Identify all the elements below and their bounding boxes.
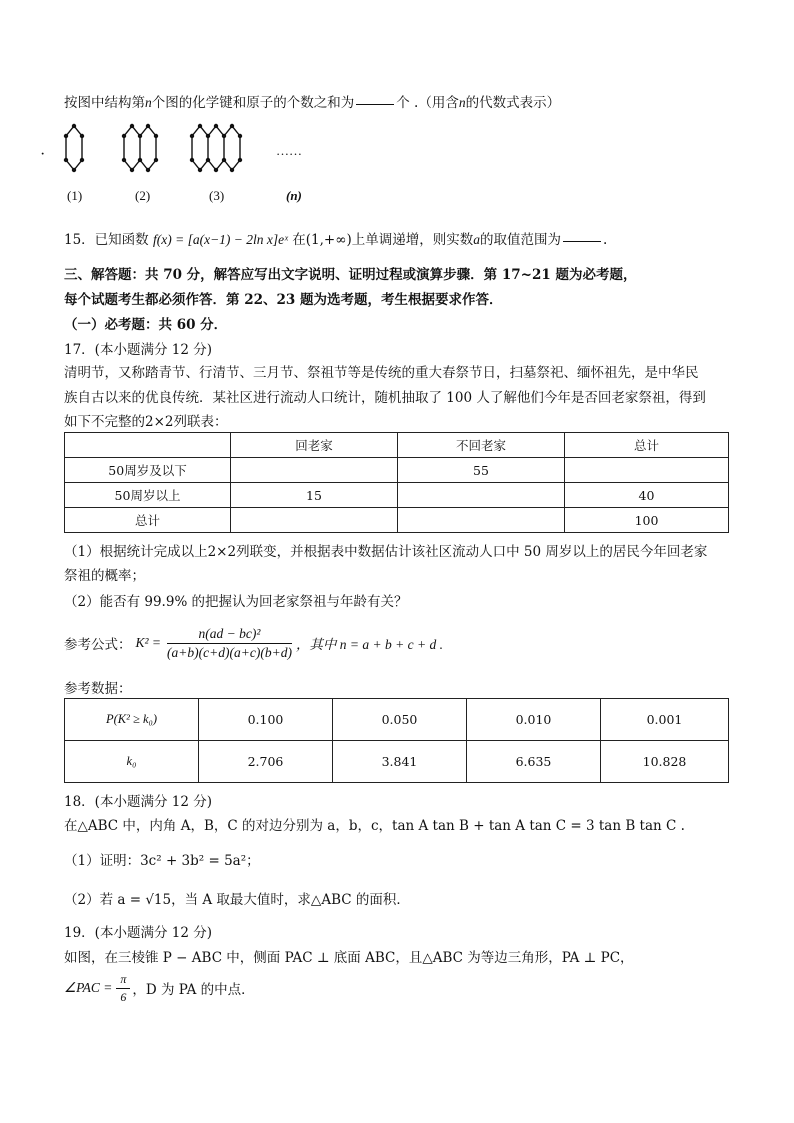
- fig-label-n: (n): [286, 188, 302, 203]
- q18-header: 18．(本小题满分 12 分): [64, 794, 212, 810]
- table-cell: 0.010: [467, 699, 601, 741]
- fig-separator-dot: ·: [40, 146, 46, 163]
- q17-sub2: （2）能否有 99.9% 的把握认为回老家祭祖与年龄有关？: [64, 594, 408, 610]
- contingency-table-header-row: [65, 433, 729, 458]
- formula-tail: ，其中 n = a + b + c + d .: [295, 637, 443, 652]
- q15-prefix: 15．已知函数: [64, 232, 149, 248]
- section3-line1: 三、解答题：共 70 分，解答应写出文字说明、证明过程或演算步骤．第 17~21 题为必考题，: [64, 267, 637, 283]
- section3-line3: （一）必考题：共 60 分．: [64, 317, 228, 333]
- table-cell: 40: [565, 483, 729, 508]
- reference-data-table: [64, 698, 729, 783]
- hexagon-chain-3: [192, 126, 240, 170]
- q15-var: a: [473, 232, 480, 247]
- table-row: [65, 741, 729, 783]
- angle-fraction: [116, 972, 130, 1005]
- formula-numerator: n(ad − bc)²: [167, 626, 292, 644]
- q14-text: [64, 91, 560, 111]
- q17-sub1a: （1）根据统计完成以上2×2列联变，并根据表中数据估计该社区流动人口中 50 周岁以上的居民今年回老家: [64, 544, 708, 560]
- table-cell: 50周岁以上: [65, 483, 231, 508]
- table-cell: 55: [398, 458, 565, 483]
- q15-answer-blank: [563, 240, 601, 242]
- formula-lhs: K² =: [135, 635, 162, 650]
- table-cell: 总计: [65, 508, 231, 533]
- q15-text: [64, 228, 607, 248]
- q15-middle: 在(1,+∞)上单调递增，则实数: [292, 232, 474, 248]
- table-cell: 50周岁及以下: [65, 458, 231, 483]
- fig-label-2: (2): [135, 188, 151, 203]
- table-cell: 15: [231, 483, 398, 508]
- table-cell: 10.828: [601, 741, 729, 783]
- fig-label-1: (1): [67, 188, 83, 203]
- q15-formula: f(x) = [a(x−1) − 2ln x]eˣ: [152, 232, 288, 247]
- table-row-head: k₀: [65, 741, 199, 783]
- table-row-head: P(K² ≥ k₀): [65, 699, 199, 741]
- q17-sub1b: 祭祖的概率；: [64, 568, 145, 584]
- q15-end: .: [603, 232, 608, 248]
- contingency-table: [64, 432, 729, 533]
- reference-formula: [64, 620, 443, 666]
- q19-para1: 如图，在三棱锥 P − ABC 中，侧面 PAC ⊥ 底面 ABC，且△ABC 为等边三角形，PA ⊥ PC，: [64, 950, 634, 966]
- table-cell: 3.841: [333, 741, 467, 783]
- table-cell: [398, 508, 565, 533]
- table-cell: [565, 458, 729, 483]
- q14-text-before: 按图中结构第: [64, 95, 145, 111]
- q14-text-tail: 的代数式表示）: [465, 95, 561, 111]
- hexagon-chain-2: [124, 126, 156, 170]
- table-cell: 100: [565, 508, 729, 533]
- formula-fraction: [167, 626, 292, 661]
- table-row: [65, 508, 729, 533]
- q14-text-middle: 个图的化学键和原子的个数之和为: [151, 95, 355, 111]
- hexagon-chain-1: [66, 126, 82, 170]
- q14-text-after: 个 .（用含: [396, 95, 459, 111]
- table-row: [65, 699, 729, 741]
- q17-header: 17．(本小题满分 12 分): [64, 342, 212, 358]
- table-cell: 0.001: [601, 699, 729, 741]
- q14-var-n: n: [145, 95, 152, 110]
- q14-var-n2: n: [458, 95, 466, 110]
- table-header-cell: [65, 433, 231, 458]
- table-cell: 6.635: [467, 741, 601, 783]
- angle-denominator: 6: [120, 989, 127, 1004]
- fig-ellipsis: ……: [276, 143, 302, 158]
- section3-line2: 每个试题考生都必须作答．第 22、23 题为选考题，考生根据要求作答．: [64, 292, 503, 308]
- q15-suffix: 的取值范围为: [480, 232, 561, 248]
- table-cell: [231, 458, 398, 483]
- table-cell: [398, 483, 565, 508]
- reference-data-label: 参考数据：: [64, 681, 132, 697]
- table-header-cell: 不回老家: [398, 433, 565, 458]
- q18-sub2: （2）若 a = √15，当 A 取最大值时，求△ABC 的面积．: [64, 892, 410, 908]
- fig-label-3: (3): [209, 188, 225, 203]
- formula-label: 参考公式：: [64, 637, 132, 653]
- table-row: [65, 483, 729, 508]
- angle-lhs: ∠PAC =: [64, 980, 113, 995]
- table-cell: 0.050: [333, 699, 467, 741]
- table-cell: [231, 508, 398, 533]
- angle-numerator: π: [116, 972, 130, 989]
- q18-sub1: （1）证明：3c² + 3b² = 5a²；: [64, 853, 260, 869]
- table-header-cell: 总计: [565, 433, 729, 458]
- q19-header: 19．(本小题满分 12 分): [64, 925, 212, 941]
- table-cell: 2.706: [199, 741, 333, 783]
- formula-denominator: (a+b)(c+d)(a+c)(b+d): [167, 644, 292, 660]
- table-cell: 0.100: [199, 699, 333, 741]
- q19-para2: [64, 968, 255, 1008]
- q17-para3: 如下不完整的2×2列联表：: [64, 414, 228, 430]
- table-row: [65, 458, 729, 483]
- table-header-cell: 回老家: [231, 433, 398, 458]
- q18-para1: 在△ABC 中，内角 A，B，C 的对边分别为 a，b，c，tan A tan B + tan A tan C = 3 tan B tan C .: [64, 818, 685, 834]
- q14-answer-blank: [356, 103, 394, 105]
- angle-tail: ，D 为 PA 的中点．: [132, 982, 255, 998]
- q17-para1: 清明节，又称踏青节、行清节、三月节、祭祖节等是传统的重大春祭节日，扫墓祭祀、缅怀祖先，是中华民: [64, 365, 699, 381]
- q17-para2: 族自古以来的优良传统．某社区进行流动人口统计，随机抽取了 100 人了解他们今年是否回老家祭祖，得到: [64, 390, 706, 406]
